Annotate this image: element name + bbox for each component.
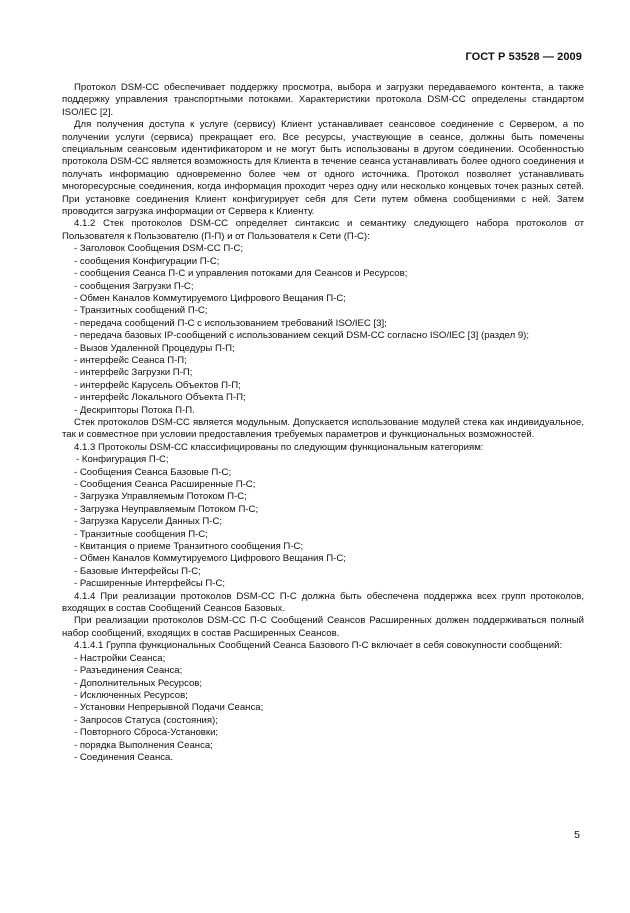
list-item: - Сообщения Сеанса Базовые П-С; <box>74 466 232 478</box>
list-item: - Вызов Удаленной Процедуры П-П; <box>74 342 235 354</box>
list-item: - Заголовок Сообщения DSM-CC П-С; <box>74 243 244 255</box>
page-body <box>62 82 584 764</box>
list-item: - сообщения Сеанса П-С и управления потоками для Сеансов и Ресурсов; <box>74 268 408 280</box>
list-item: - Транзитных сообщений П-С; <box>74 305 208 317</box>
list-item: - Загрузка Карусели Данных П-С; <box>74 516 223 528</box>
paragraph-4-1-4: 4.1.4 При реализации протоколов DSM-CC П-С должна быть обеспечена поддержка всех групп протоколов, входящих в состав Сообщений Сеансов Базовых. <box>62 590 584 615</box>
list-item: - Разъединения Сеанса; <box>74 665 183 677</box>
list-item: - порядка Выполнения Сеанса; <box>74 739 213 751</box>
list-item: - интерфейс Карусель Объектов П-П; <box>74 379 241 391</box>
list-item: - Загрузка Управляемым Потоком П-С; <box>74 491 247 503</box>
list-item: - Обмен Каналов Коммутируемого Цифрового Вещания П-С; <box>74 553 346 565</box>
list-item: - Квитанция о приеме Транзитного сообщения П-С; <box>74 541 304 553</box>
list-item: - Конфигурация П-С; <box>76 454 169 466</box>
list-item: - Установки Непрерывной Подачи Сеанса; <box>74 702 264 714</box>
list-item: - сообщения Конфигурации П-С; <box>74 255 220 267</box>
list-item: - Загрузка Неуправляемым Потоком П-С; <box>74 503 259 515</box>
list-item: - Транзитные сообщения П-С; <box>74 528 208 540</box>
list-item: - Базовые Интерфейсы П-С; <box>74 565 201 577</box>
paragraph-4-1-3: 4.1.3 Протоколы DSM-CC классифицированы по следующим функциональным категориям: <box>74 441 484 453</box>
paragraph-modular-stack: Стек протоколов DSM-CC является модульным. Допускается использование модулей стека как индивидуальное, так и совместное при условии предоставления требуемых параметров и функциональных возможностей. <box>62 416 584 441</box>
protocol-list-1 <box>62 243 584 330</box>
list-item: - Исключенных Ресурсов; <box>74 689 188 701</box>
list-item: - Сообщения Сеанса Расширенные П-С; <box>74 479 256 490</box>
list-item: - интерфейс Локального Объекта П-П; <box>74 392 246 404</box>
page-number: 5 <box>574 829 580 841</box>
list-item: - интерфейс Сеанса П-П; <box>74 354 187 366</box>
list-item: - передача сообщений П-С с использованием требований ISO/IEC [3]; <box>74 317 387 329</box>
paragraph-4-1-2: 4.1.2 Стек протоколов DSM-CC определяет синтаксис и семантику следующего набора протоколов от Пользователя к Пользователю (П-П) и от Пользователя к Сети (П-С): <box>62 218 584 242</box>
paragraph-session-connection: Для получения доступа к услуге (сервису) Клиент устанавливает сеансовое соединение с Сервером, а по получении услуги (сервиса) прекращает его. Все ресурсы, участвующие в сеансе, должны быть помечены специальным сеансовым идентификатором и не могут быть использованы в другом соединении. Особенностью протокола DSM-CC является возможность для Клиента в течение сеанса устанавливать более одного соединения и получать информацию одновременно более чем от одного источника. Протокол позволяет устанавливать многоресурсные соединения, когда информация проходит через одну или несколько концевых точек разных сетей. При установке соединения Клиент конфигурирует себя для Сети путем обмена сообщениями с ней. Затем проводится загрузка информации от Сервера к Клиенту. <box>62 119 584 218</box>
list-item: - Настройки Сеанса; <box>74 652 166 664</box>
list-item: - Запросов Статуса (состояния); <box>74 714 218 726</box>
list-item: - Соединения Сеанса. <box>74 751 174 763</box>
list-item: - Расширенные Интерфейсы П-С; <box>74 578 226 590</box>
list-item: - Дополнительных Ресурсов; <box>74 677 203 689</box>
paragraph-extended-sessions: При реализации протоколов DSM-CC П-С Сообщений Сеансов Расширенных должен поддерживаться полный набор сообщений, входящих в состав Расширенных Сеансов. <box>62 615 584 639</box>
paragraph-ip-messages: - передача базовых IP-сообщений с использованием секций DSM-CC согласно ISO/IEC [3] (раздел 9); <box>74 330 530 342</box>
list-item: - Повторного Сброса-Установки; <box>74 727 219 739</box>
category-list <box>62 454 584 590</box>
session-message-list <box>62 653 584 765</box>
paragraph-4-1-4-1: 4.1.4.1 Группа функциональных Сообщений Сеанса Базового П-С включает в себя совокупности сообщений: <box>74 640 563 652</box>
standard-designation: ГОСТ Р 53528 — 2009 <box>465 51 582 63</box>
list-item: - сообщения Загрузки П-С; <box>74 280 194 292</box>
list-item: - интерфейс Загрузки П-П; <box>74 367 193 379</box>
paragraph-dsmcc-overview: Протокол DSM-CC обеспечивает поддержку просмотра, выбора и загрузки передаваемого контента, а также поддержку управления транспортными потоками. Характеристики протокола DSM-CC определены стандартом ISO/IEC [2]. <box>62 82 584 118</box>
list-item: - Обмен Каналов Коммутируемого Цифрового Вещания П-С; <box>74 292 346 304</box>
list-item: - Дескрипторы Потока П-П. <box>74 404 195 416</box>
protocol-list-2 <box>62 343 584 417</box>
